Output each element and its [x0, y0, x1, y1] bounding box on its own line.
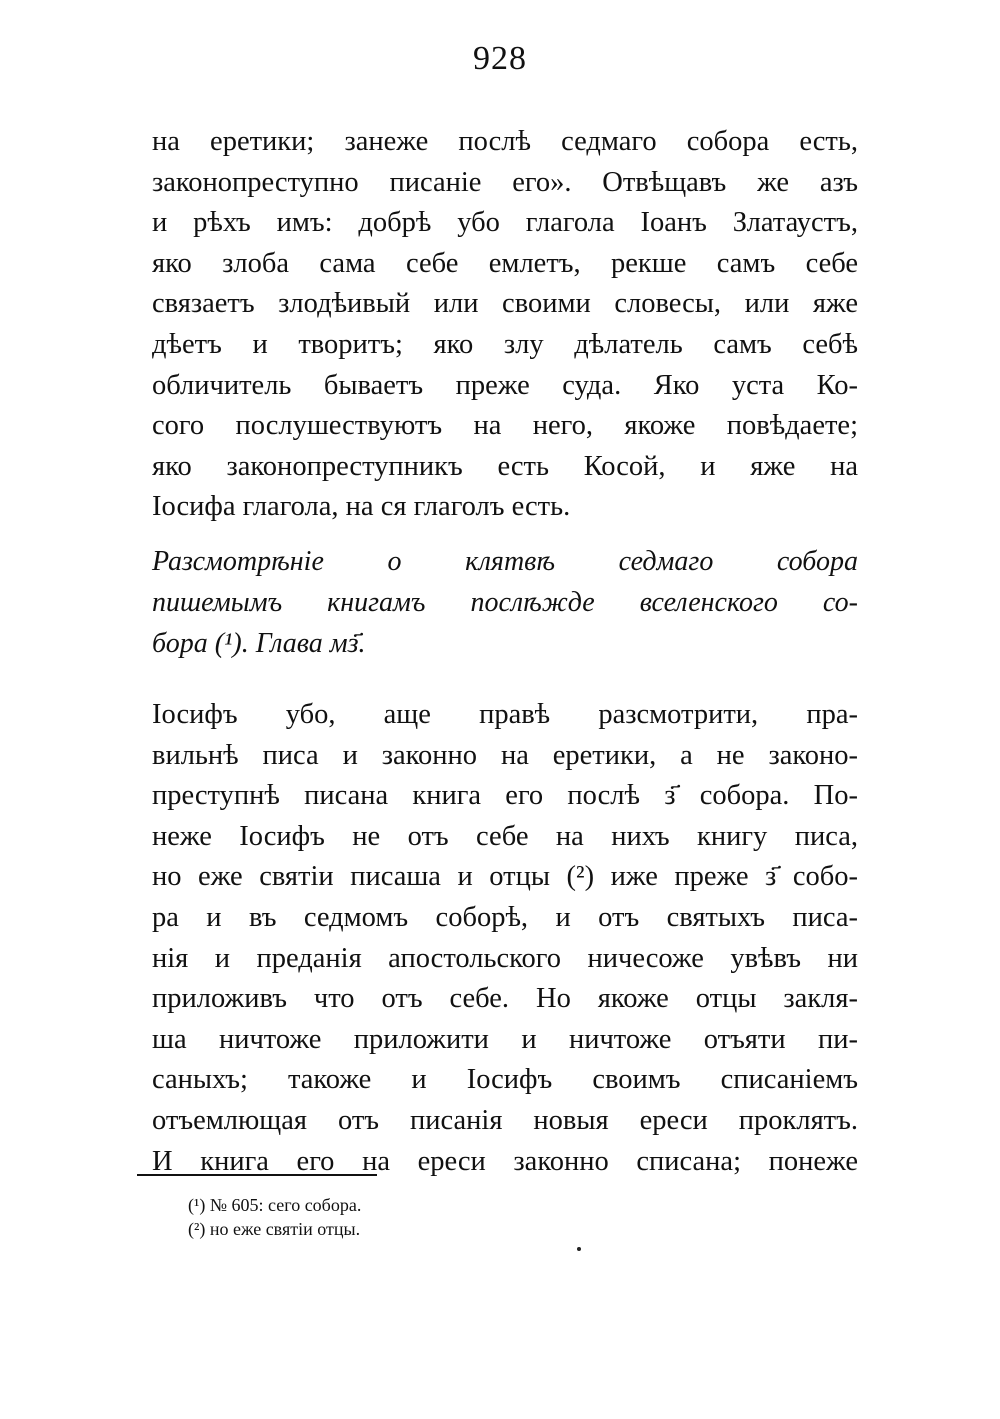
paragraph-2-line: отъемлющая отъ писанія новыя ереси проклятъ. [152, 1104, 858, 1136]
footnote-rule [137, 1174, 377, 1176]
paragraph-2-line: Іосифъ убо, аще правѣ разсмотрити, пра- [152, 699, 858, 730]
paragraph-1-line: яко законопреступникъ есть Косой, и яже на [152, 450, 858, 482]
footnote-1: (¹) № 605: сего собора. [188, 1195, 362, 1215]
footnote-2: (²) но еже святіи отцы. [188, 1219, 361, 1239]
heading-line: Разсмотрѣніе о клятвѣ седмаго собора [152, 546, 858, 577]
paragraph-1-line: на еретики; занеже послѣ седмаго собора есть, [152, 126, 858, 157]
paragraph-2-line: неже Іосифъ не отъ себе на нихъ книгу писа, [152, 820, 858, 852]
paragraph-2-line: приложивъ что отъ себе. Но якоже отцы закля- [152, 983, 858, 1015]
page-number: 928 [473, 40, 527, 77]
paragraph-1-line: дѣетъ и творитъ; яко злу дѣлатель самъ себѣ [152, 328, 858, 360]
paragraph-2-line: саныхъ; такоже и Іосифъ своимъ списаніемъ [152, 1064, 858, 1096]
paragraph-2-line: И книга его на ереси законно списана; понеже [152, 1145, 858, 1177]
paragraph-1-line: обличитель бываетъ преже суда. Яко уста Ко- [152, 369, 858, 401]
paragraph-1-line: и рѣхъ имъ: добрѣ убо глагола Іоанъ Златаустъ, [152, 207, 858, 239]
heading-line: бора (¹). Глава мз҃. [152, 628, 366, 659]
paragraph-2-line: преступнѣ писана книга его послѣ з҃ собора. По- [152, 780, 858, 812]
chapter-heading [152, 541, 858, 664]
print-speck [577, 1247, 581, 1251]
paragraph-2-line: но еже святіи писаша и отцы (²) иже преже з҃ собо- [152, 861, 858, 893]
paragraph-1 [152, 122, 858, 528]
paragraph-2 [152, 695, 858, 1182]
paragraph-1-line: связаетъ злодѣивый или своими словесы, или яже [152, 288, 858, 320]
footnotes [188, 1193, 361, 1241]
paragraph-1-line: сого послушествуютъ на него, якоже повѣдаете; [152, 410, 858, 442]
heading-line: пишемымъ книгамъ послѣжде вселенского со- [152, 587, 858, 618]
paragraph-2-line: ша ничтоже приложити и ничтоже отъяти пи- [152, 1023, 858, 1055]
paragraph-1-line: законопреступно писаніе его». Отвѣщавъ же азъ [152, 166, 858, 198]
paragraph-2-line: нія и преданія апостольского ничесоже увѣвъ ни [152, 942, 858, 974]
paragraph-1-line: яко злоба сама себе емлетъ, рекше самъ себе [152, 247, 858, 279]
paragraph-2-line: вильнѣ писа и законно на еретики, а не законо- [152, 739, 858, 771]
paragraph-1-line: Іосифа глагола, на ся глаголъ есть. [152, 491, 571, 523]
paragraph-2-line: ра и въ седмомъ соборѣ, и отъ святыхъ писа- [152, 901, 858, 933]
